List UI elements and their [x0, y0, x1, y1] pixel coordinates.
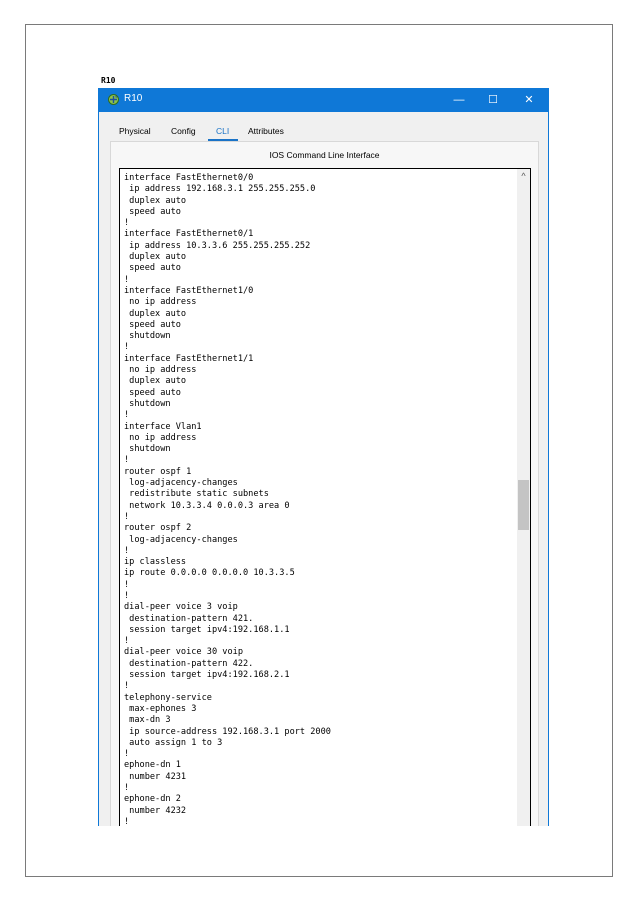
- scroll-up-arrow-icon[interactable]: ^: [521, 171, 526, 181]
- console-output[interactable]: interface FastEthernet0/0 ip address 192.168.3.1 255.255.255.0 duplex auto speed auto ! interface FastEthernet0/1 ip address 10.3.3.6 255.255.255.252 duplex auto speed auto ! interface FastEthernet1/0 no ip address duplex auto speed auto shutdown ! interface FastEthernet1/1 no ip address duplex auto speed auto shutdown ! interface Vlan1 no ip address shutdown ! router ospf 1 log-adjacency-changes redistribute static subnets network 10.3.3.4 0.0.0.3 area 0 ! router ospf 2 log-adjacency-changes ! ip classless ip route 0.0.0.0 0.0.0.0 10.3.3.5 ! ! dial-peer voice 3 voip destination-pattern 421. session target ipv4:192.168.1.1 ! dial-peer voice 30 voip destination-pattern 422. session target ipv4:192.168.2.1 ! telephony-service max-ephones 3 max-dn 3 ip source-address 192.168.3.1 port 2000 auto assign 1 to 3 ! ephone-dn 1 number 4231 ! ephone-dn 2 number 4232 !: [124, 173, 331, 826]
- close-button[interactable]: ✕: [524, 94, 534, 106]
- window-title: R10: [124, 93, 143, 104]
- tab-config[interactable]: Config: [171, 126, 196, 136]
- tab-physical[interactable]: Physical: [119, 126, 151, 136]
- router-window: [98, 88, 549, 826]
- document-label: R10: [101, 76, 116, 85]
- vertical-scrollbar[interactable]: [517, 169, 530, 826]
- scrollbar-thumb[interactable]: [518, 480, 529, 530]
- minimize-button[interactable]: —: [453, 94, 465, 106]
- title-bar[interactable]: [99, 88, 548, 112]
- cli-panel: [110, 141, 539, 826]
- panel-title: IOS Command Line Interface: [269, 150, 380, 160]
- tab-attributes[interactable]: Attributes: [248, 126, 284, 136]
- tab-cli[interactable]: CLI: [216, 126, 230, 136]
- cli-terminal[interactable]: [119, 168, 531, 826]
- maximize-button[interactable]: ☐: [488, 94, 498, 106]
- router-app-icon: [107, 93, 120, 106]
